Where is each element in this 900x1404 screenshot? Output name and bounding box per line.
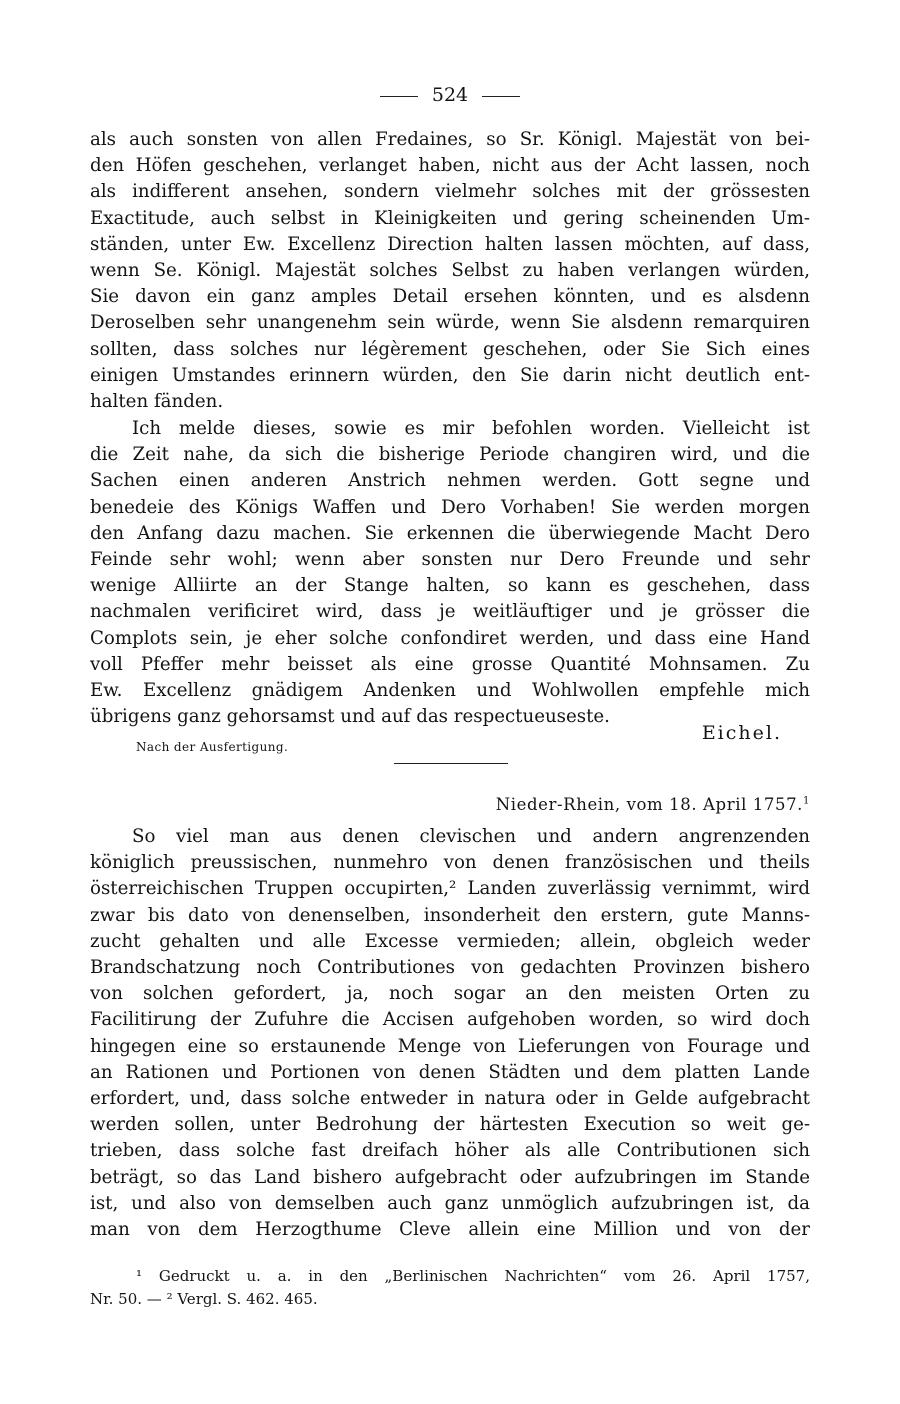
text-line: wenige Alliirte an der Stange halten, so kann es geschehen, dass <box>90 575 810 597</box>
text-line: von solchen gefordert, ja, noch sogar an den meisten Orten zu <box>90 983 810 1005</box>
footnote-marker: 1 <box>803 795 810 807</box>
text-line: Ew. Excellenz gnädigem Andenken und Wohlwollen empfehle mich <box>90 680 810 702</box>
text-line: zwar bis dato von denenselben, insonderheit den erstern, gute Manns- <box>90 904 810 926</box>
text-line: als indifferent ansehen, sondern vielmehr solches mit der grössesten <box>90 181 810 203</box>
text-line: voll Pfeffer mehr beisset als eine grosse Quantité Mohnsamen. Zu <box>90 653 810 675</box>
text-line: Feinde sehr wohl; wenn aber sonsten nur Dero Freunde und sehr <box>90 549 810 571</box>
text-line: zucht gehalten und alle Excesse vermieden; allein, obgleich weder <box>90 930 810 952</box>
text-line: erfordert, und, dass solche entweder in natura oder in Gelde aufgebracht <box>90 1088 810 1110</box>
text-line: die Zeit nahe, da sich die bisherige Periode changiren wird, und die <box>90 444 810 466</box>
text-line: Deroselben sehr unangenehm sein würde, wenn Sie alsdenn remarquiren <box>90 312 810 334</box>
document-page <box>90 0 810 1404</box>
text-line: trieben, dass solche fast dreifach höher als alle Contributionen sich <box>90 1140 810 1162</box>
text-line: beträgt, so das Land bishero aufgebracht oder aufzubringen im Stande <box>90 1166 810 1188</box>
text-line: den Höfen geschehen, verlanget haben, nicht aus der Acht lassen, noch <box>90 155 810 177</box>
signature: Eichel. <box>701 722 782 744</box>
report-paragraph <box>90 824 810 1243</box>
text-line: hingegen eine so erstaunende Menge von Lieferungen von Fourage und <box>90 1035 810 1057</box>
dateline-text: Nieder-Rhein, vom 18. April 1757. <box>495 795 804 814</box>
text-line: werden sollen, unter Bedrohung der härtesten Execution so weit ge- <box>90 1114 810 1136</box>
dateline <box>496 795 810 814</box>
source-note: Nach der Ausfertigung. <box>136 740 289 754</box>
page-header <box>90 84 810 106</box>
text-line: Exactitude, auch selbst in Kleinigkeiten und gering scheinenden Um- <box>90 207 810 229</box>
text-line: wenn Se. Königl. Majestät solches Selbst zu haben verlangen würden, <box>90 260 810 282</box>
page-number: 524 <box>431 84 469 106</box>
text-line: Brandschatzung noch Contributiones von gedachten Provinzen bishero <box>90 957 810 979</box>
text-line: man von dem Herzogthume Cleve allein eine Million und von der <box>90 1219 810 1241</box>
letter-paragraph-2 <box>90 416 810 730</box>
text-line: einigen Umstandes erinnern würden, den Sie darin nicht deutlich ent- <box>90 364 810 386</box>
text-line: benedeie des Königs Waffen und Dero Vorhaben! Sie werden morgen <box>90 496 810 518</box>
header-dash-left <box>380 96 418 97</box>
text-line: österreichischen Truppen occupirten,² Landen zuverlässig vernimmt, wird <box>90 878 810 900</box>
text-line: den Anfang dazu machen. Sie erkennen die überwiegende Macht Dero <box>90 522 810 544</box>
text-line: nachmalen verificiret wird, dass je weitläuftiger und je grösser die <box>90 601 810 623</box>
text-line: halten fänden. <box>90 391 224 413</box>
text-line: Facilitirung der Zufuhre die Accisen aufgehoben worden, so wird doch <box>90 1009 810 1031</box>
text-line: Sachen einen anderen Anstrich nehmen werden. Gott segne und <box>90 470 810 492</box>
text-line: Complots sein, je eher solche confondiret werden, und dass eine Hand <box>90 627 810 649</box>
text-line: königlich preussischen, nunmehro von denen französischen und theils <box>90 852 810 874</box>
section-divider <box>394 763 508 764</box>
header-dash-right <box>482 96 520 97</box>
text-line: übrigens ganz gehorsamst und auf das respectueuseste. <box>90 706 610 728</box>
footnotes <box>90 1265 810 1311</box>
text-line: ist, und also von demselben auch ganz unmöglich aufzubringen ist, da <box>90 1192 810 1214</box>
footnote-line: Nr. 50. — ² Vergl. S. 462. 465. <box>90 1290 318 1308</box>
text-line: Sie davon ein ganz amples Detail ersehen könnten, und es alsdenn <box>90 286 810 308</box>
text-line: sollten, dass solches nur légèrement geschehen, oder Sie Sich eines <box>90 338 810 360</box>
text-line: Ich melde dieses, sowie es mir befohlen worden. Vielleicht ist <box>132 418 810 439</box>
text-line: als auch sonsten von allen Fredaines, so Sr. Königl. Majestät von bei- <box>90 129 810 150</box>
text-line: ständen, unter Ew. Excellenz Direction halten lassen möchten, auf dass, <box>90 233 810 255</box>
text-line: an Rationen und Portionen von denen Städten und dem platten Lande <box>90 1061 810 1083</box>
footnote-line: ¹ Gedruckt u. a. in den „Berlinischen Nachrichten“ vom 26. April 1757, <box>136 1267 810 1285</box>
text-line: So viel man aus denen clevischen und andern angrenzenden <box>132 826 810 847</box>
letter-paragraph-1 <box>90 127 810 415</box>
